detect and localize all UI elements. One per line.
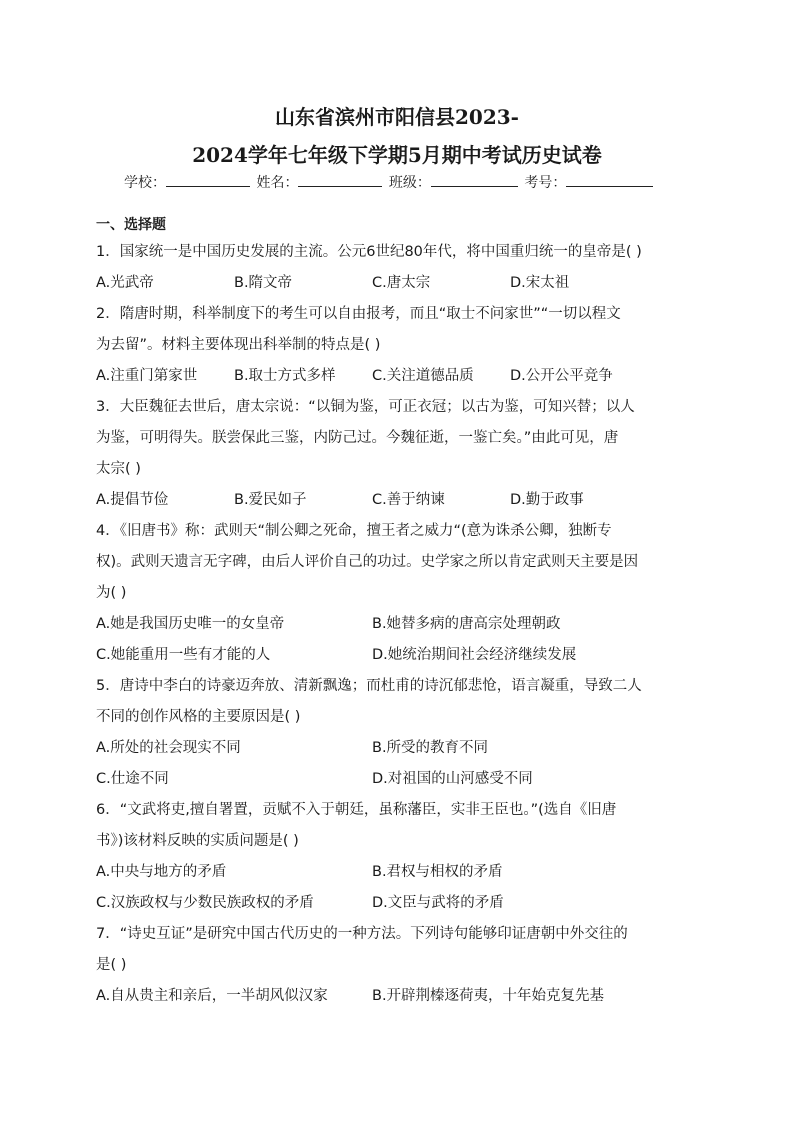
question-3-option-a[interactable]: A.提倡节俭 — [96, 492, 169, 508]
question-7-option-a[interactable]: A.自从贵主和亲后，一半胡风似汉家 — [96, 988, 328, 1004]
question-2-option-b[interactable]: B.取士方式多样 — [234, 368, 336, 384]
section-heading: 一、选择题 — [96, 217, 166, 233]
question-5-line-2: 不同的创作风格的主要原因是( ) — [96, 709, 301, 725]
exam-title-line1: 山东省滨州市阳信县2023- — [275, 105, 519, 129]
question-6-option-d[interactable]: D.文臣与武将的矛盾 — [372, 895, 504, 911]
student-info-row — [124, 172, 655, 192]
exam-no-label: 考号： — [524, 175, 567, 191]
question-1-option-d[interactable]: D.宋太祖 — [510, 275, 570, 291]
question-4-option-c[interactable]: C.她能重用一些有才能的人 — [96, 647, 271, 663]
question-5-option-b[interactable]: B.所受的教育不同 — [372, 740, 489, 756]
question-2-option-c[interactable]: C.关注道德品质 — [372, 368, 474, 384]
question-1-option-a[interactable]: A.光武帝 — [96, 275, 154, 291]
exam-title-line2: 2024学年七年级下学期5月期中考试历史试卷 — [192, 143, 602, 167]
question-2-option-a[interactable]: A.注重门第家世 — [96, 368, 198, 384]
question-2-option-d[interactable]: D.公开公平竞争 — [510, 368, 613, 384]
question-4-line-3: 为( ) — [96, 585, 127, 601]
question-4-line-2: 权)。武则天遗言无字碑，由后人评价自己的功过。史学家之所以肯定武则天主要是因 — [96, 554, 639, 570]
question-4-option-a[interactable]: A.她是我国历史唯一的女皇帝 — [96, 616, 285, 632]
question-6-option-b[interactable]: B.君权与相权的矛盾 — [372, 864, 503, 880]
question-1-option-b[interactable]: B.隋文帝 — [234, 275, 293, 291]
question-6-option-a[interactable]: A.中央与地方的矛盾 — [96, 864, 227, 880]
name-label: 姓名： — [256, 175, 299, 191]
class-label: 班级： — [388, 175, 431, 191]
exam-no-blank[interactable] — [566, 172, 653, 187]
school-blank[interactable] — [166, 172, 250, 187]
question-4-option-b[interactable]: B.她替多病的唐高宗处理朝政 — [372, 616, 561, 632]
question-4-line-1: 4．《旧唐书》称：武则天“制公卿之死命，擅王者之威力“(意为诛杀公卿，独断专 — [96, 523, 612, 539]
question-6-line-1: 6．“文武将吏,擅自署置，贡赋不入于朝廷，虽称藩臣，实非王臣也。”(选自《旧唐 — [96, 802, 617, 818]
question-2-line-1: 2．隋唐时期，科举制度下的考生可以自由报考，而且“取士不问家世”“一切以程文 — [96, 306, 621, 322]
question-5-option-c[interactable]: C.仕途不同 — [96, 771, 169, 787]
class-blank[interactable] — [431, 172, 518, 187]
question-5-option-a[interactable]: A.所处的社会现实不同 — [96, 740, 241, 756]
question-6-option-c[interactable]: C.汉族政权与少数民族政权的矛盾 — [96, 895, 314, 911]
question-3-line-3: 太宗( ) — [96, 461, 141, 477]
question-1-line-1: 1．国家统一是中国历史发展的主流。公元6世纪80年代，将中国重归统一的皇帝是( ) — [96, 244, 642, 260]
question-5-option-d[interactable]: D.对祖国的山河感受不同 — [372, 771, 533, 787]
question-3-option-b[interactable]: B.爱民如子 — [234, 492, 307, 508]
question-7-option-b[interactable]: B.开辟荆榛逐荷夷，十年始克复先基 — [372, 988, 605, 1004]
question-1-option-c[interactable]: C.唐太宗 — [372, 275, 431, 291]
question-6-line-2: 书》)该材料反映的实质问题是( ) — [96, 833, 299, 849]
question-3-option-d[interactable]: D.勤于政事 — [510, 492, 584, 508]
question-3-line-1: 3．大臣魏征去世后，唐太宗说：“以铜为鉴，可正衣冠；以古为鉴，可知兴替；以人 — [96, 399, 635, 415]
school-label: 学校： — [124, 175, 166, 191]
question-7-line-1: 7．“诗史互证”是研究中国古代历史的一种方法。下列诗句能够印证唐朝中外交往的 — [96, 926, 628, 942]
question-7-line-2: 是( ) — [96, 957, 127, 973]
question-4-option-d[interactable]: D.她统治期间社会经济继续发展 — [372, 647, 577, 663]
question-3-line-2: 为鉴，可明得失。朕尝保此三鉴，内防己过。今魏征逝，一鉴亡矣。”由此可见，唐 — [96, 430, 619, 446]
name-blank[interactable] — [298, 172, 382, 187]
question-2-line-2: 为去留”。材料主要体现出科举制的特点是( ) — [96, 337, 381, 353]
question-3-option-c[interactable]: C.善于纳谏 — [372, 492, 445, 508]
question-5-line-1: 5．唐诗中李白的诗豪迈奔放、清新飘逸；而杜甫的诗沉郁悲怆，语言凝重，导致二人 — [96, 678, 642, 694]
